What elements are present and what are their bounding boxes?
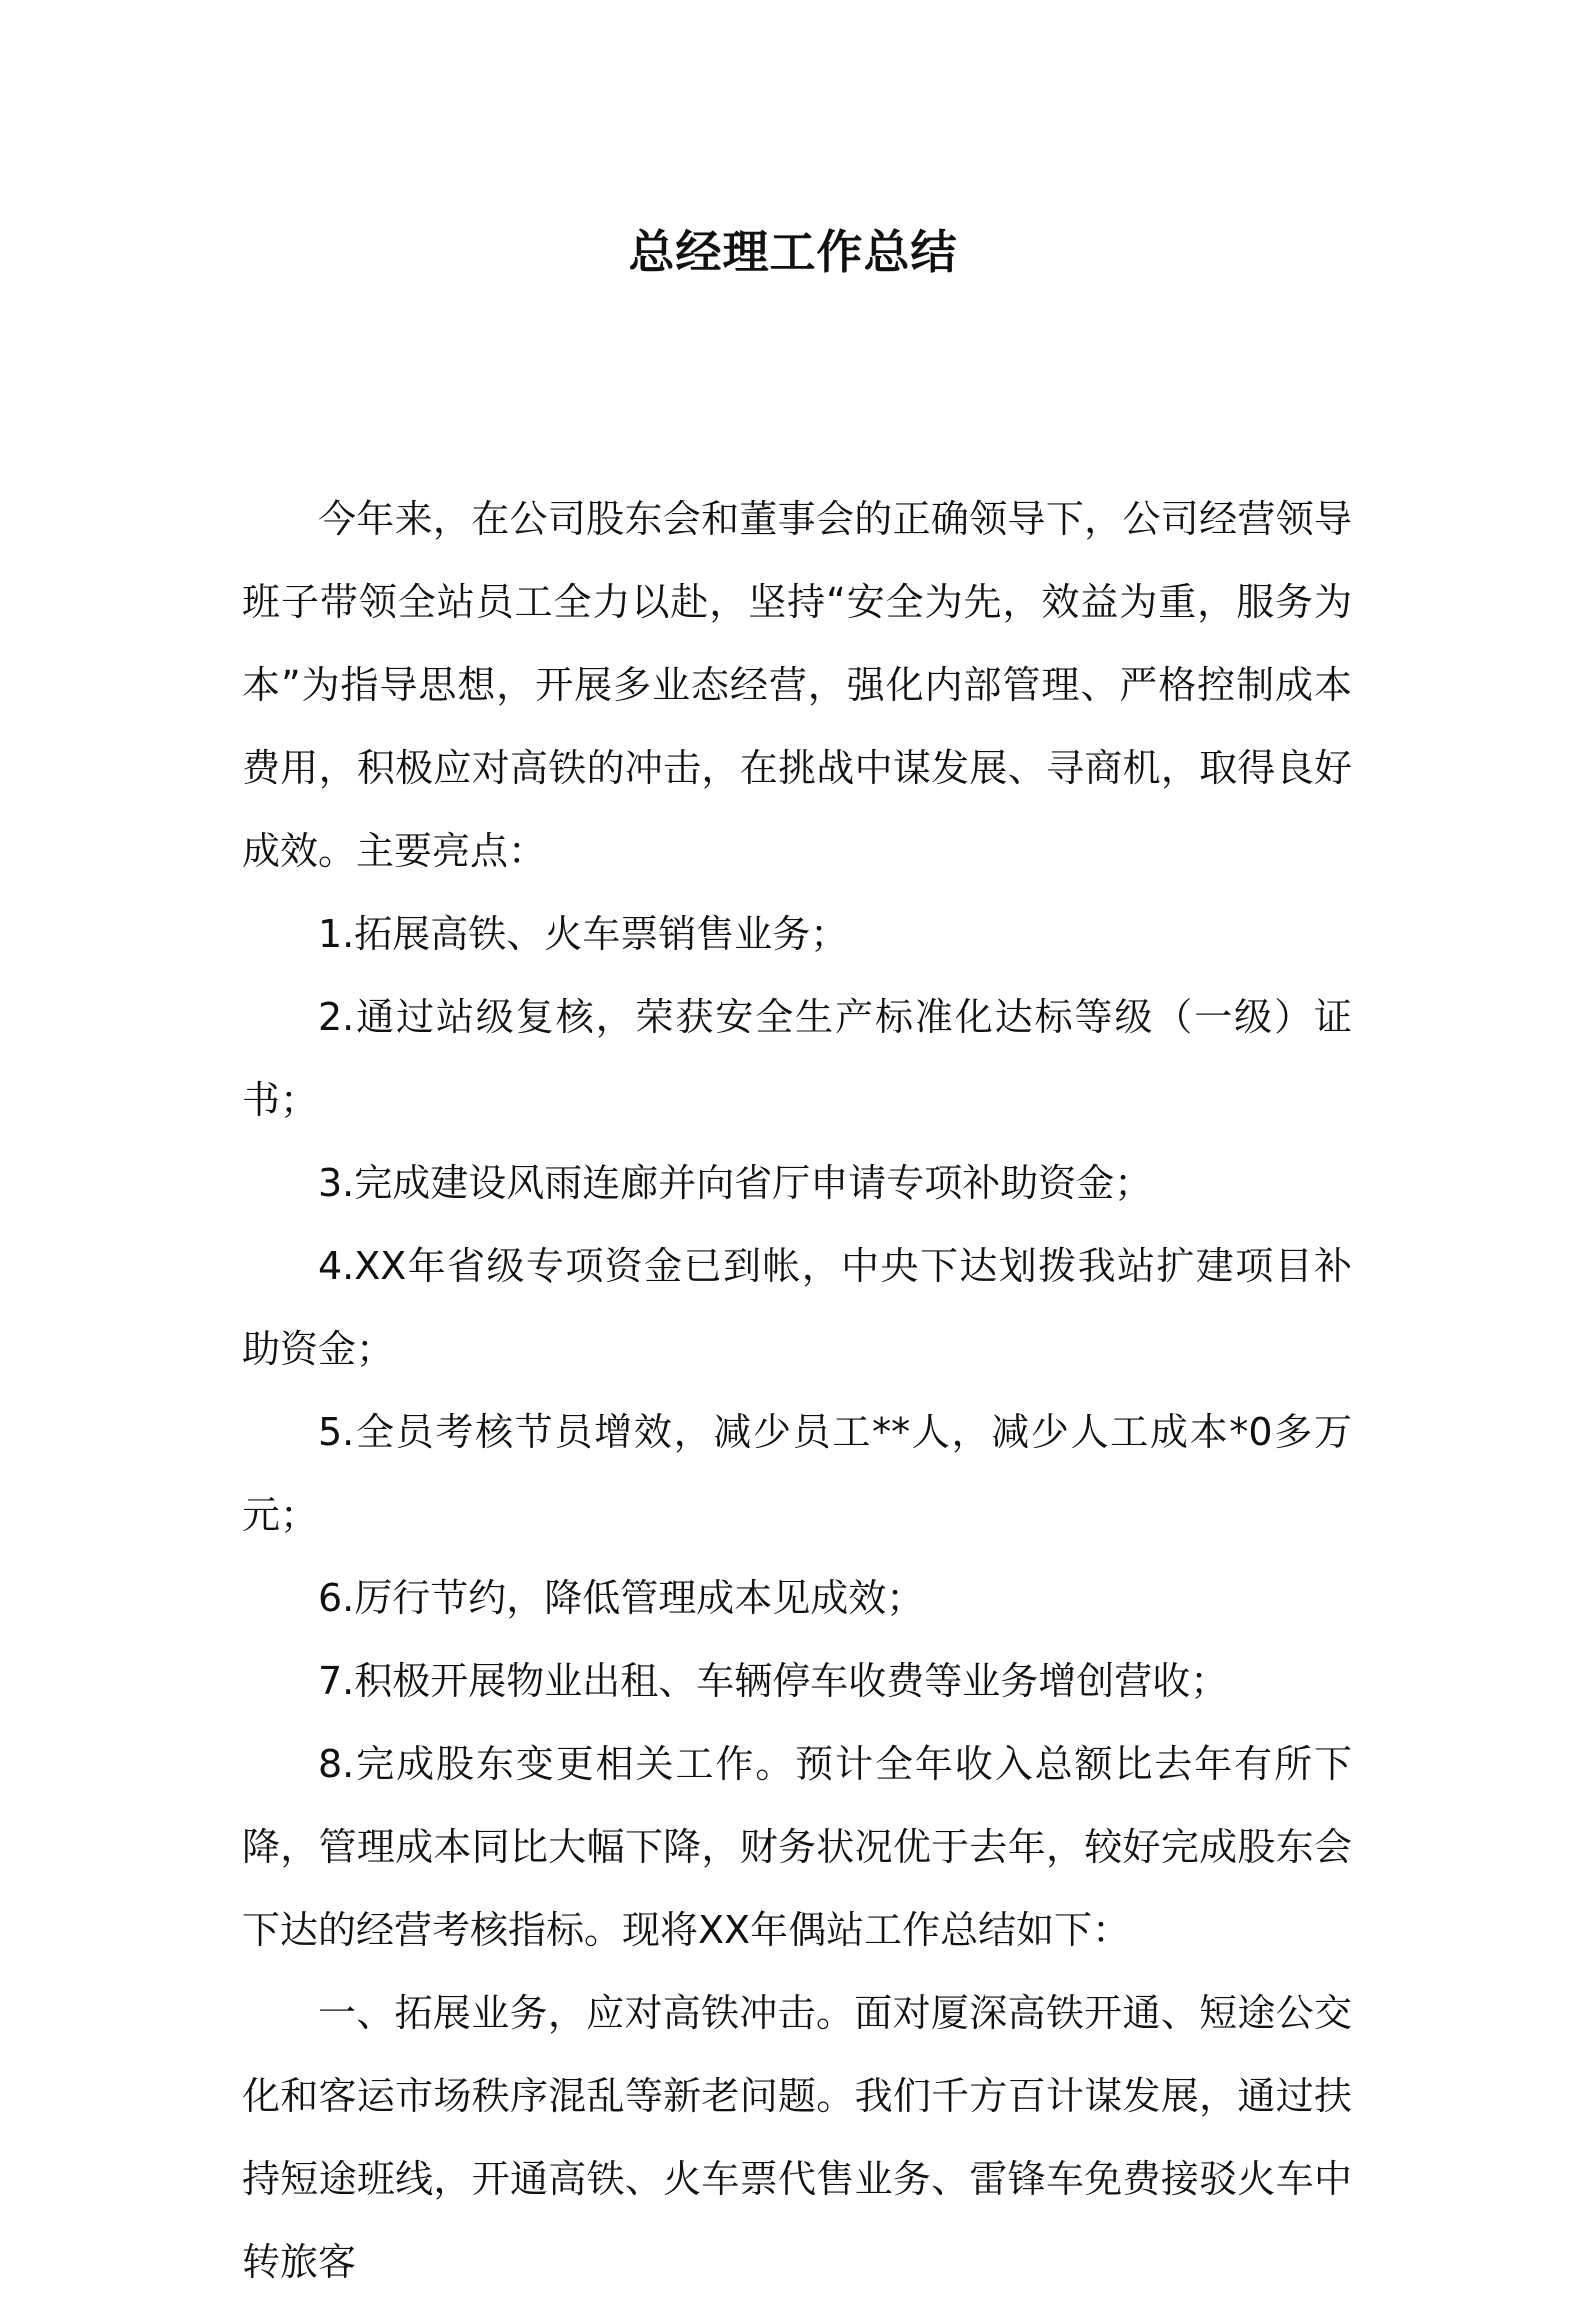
list-item-2: 2.通过站级复核，荣获安全生产标准化达标等级（一级）证书； [242,995,1352,1122]
section-heading-paragraph: 一、拓展业务，应对高铁冲击。面对厦深高铁开通、短途公交化和客运市场秩序混乱等新老问题。我们千方百计谋发展，通过扶持短途班线，开通高铁、火车票代售业务、雷锋车免费接驳火车中转旅客 [242,1991,1352,2284]
list-item-1: 1.拓展高铁、火车票销售业务； [318,912,849,956]
document-title: 总经理工作总结 [628,225,958,279]
list-item-3: 3.完成建设风雨连廊并向省厅申请专项补助资金； [318,1161,1153,1205]
list-item-5: 5.全员考核节员增效，减少员工**人，减少人工成本*0多万元； [242,1410,1352,1537]
list-item-8: 8.完成股东变更相关工作。预计全年收入总额比去年有所下降，管理成本同比大幅下降，财务状况优于去年，较好完成股东会下达的经营考核指标。现将XX年偶站工作总结如下： [242,1742,1352,1952]
list-item-7: 7.积极开展物业出租、车辆停车收费等业务增创营收； [318,1659,1229,1703]
list-item-6: 6.厉行节约，降低管理成本见成效； [318,1576,925,1620]
paragraph-intro: 今年来，在公司股东会和董事会的正确领导下，公司经营领导班子带领全站员工全力以赴，坚持“安全为先，效益为重，服务为本”为指导思想，开展多业态经营，强化内部管理、严格控制成本费用，积极应对高铁的冲击，在挑战中谋发展、寻商机，取得良好成效。主要亮点： [242,497,1352,873]
document-body [242,478,1352,2304]
list-item-4: 4.XX年省级专项资金已到帐，中央下达划拨我站扩建项目补助资金； [242,1244,1352,1371]
